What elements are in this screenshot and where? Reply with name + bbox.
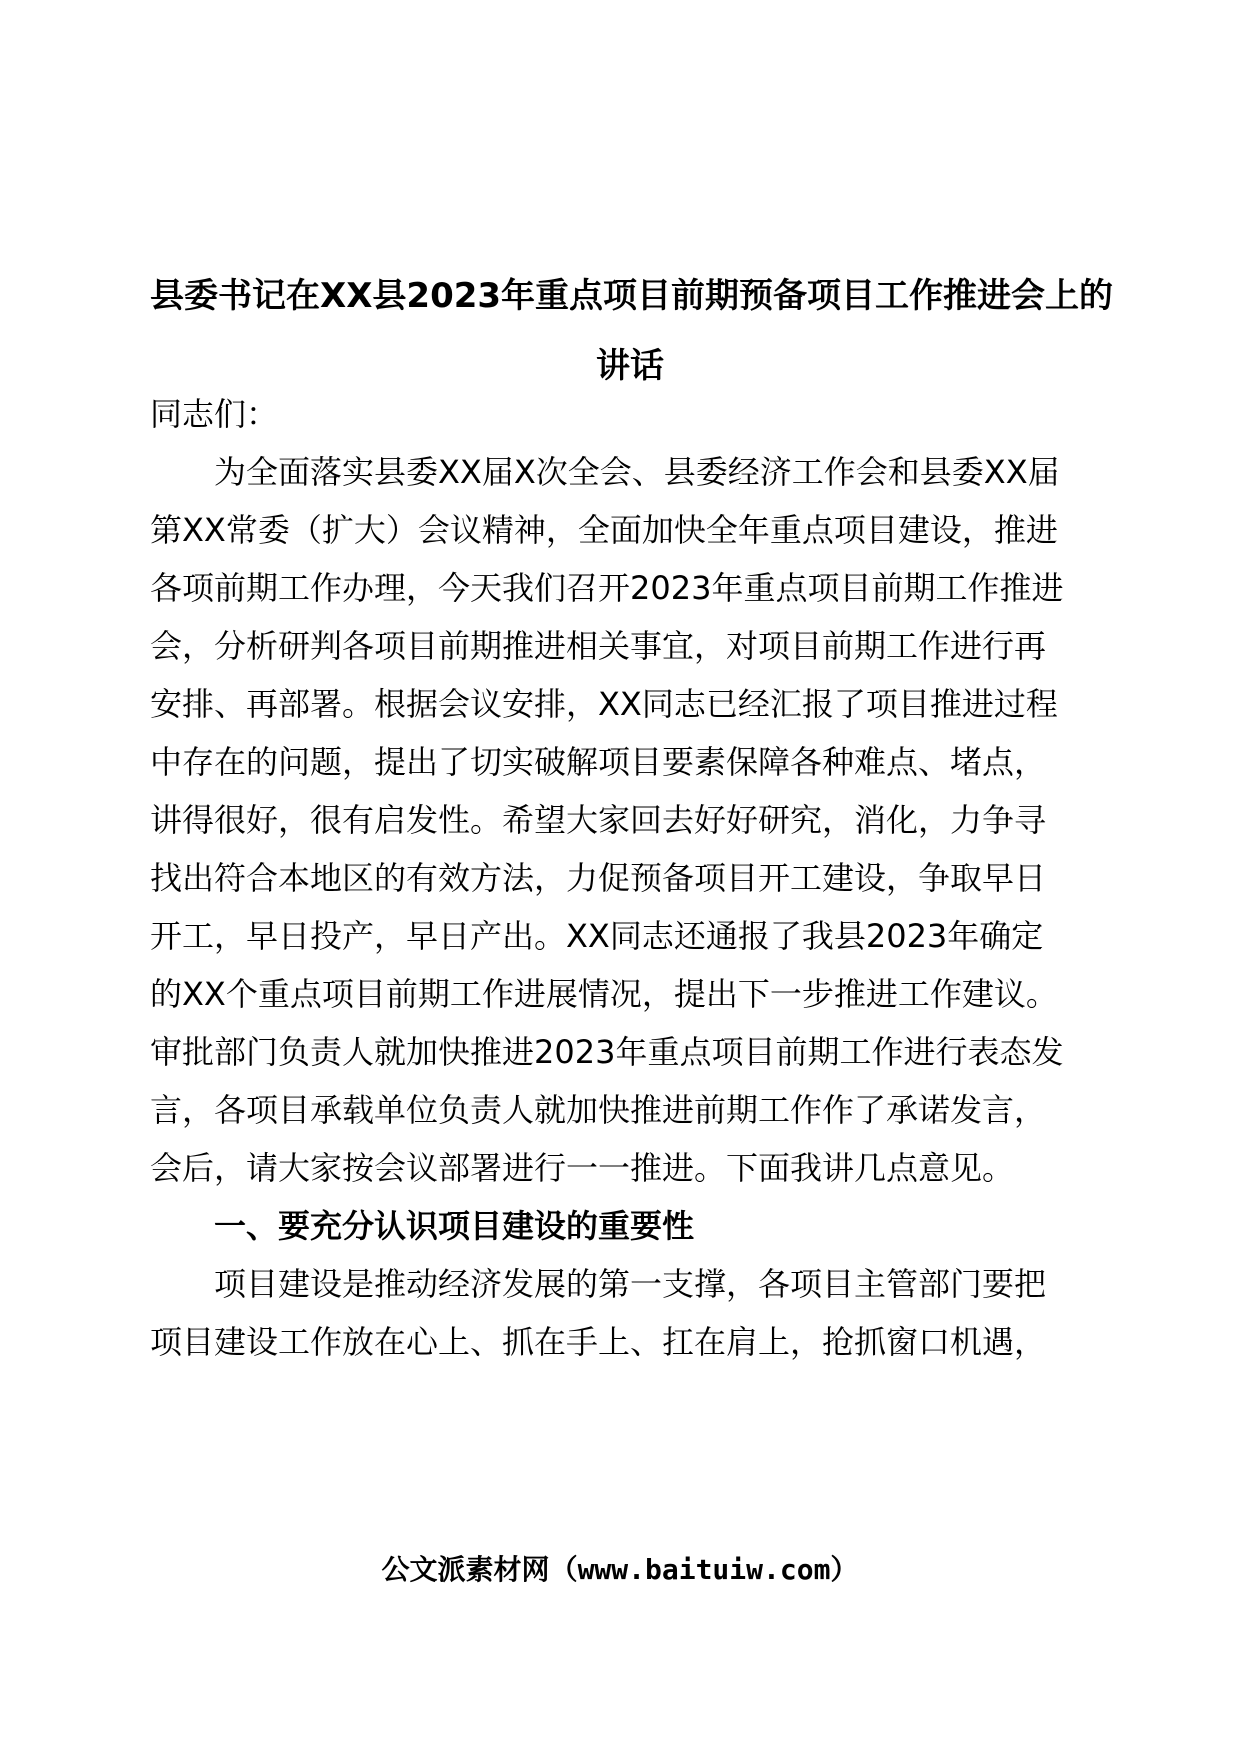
paragraph-1-line: 会后，请大家按会议部署进行一一推进。下面我讲几点意见。	[150, 1149, 1015, 1187]
paragraph-1-line: 第XX常委（扩大）会议精神，全面加快全年重点项目建设，推进	[150, 511, 1058, 549]
paragraph-1-line: 开工，早日投产，早日产出。XX同志还通报了我县2023年确定	[150, 917, 1044, 955]
paragraph-1-line: 会，分析研判各项目前期推进相关事宜，对项目前期工作进行再	[150, 627, 1047, 665]
paragraph-1-line: 找出符合本地区的有效方法，力促预备项目开工建设，争取早日	[150, 859, 1047, 897]
paragraph-2-line: 项目建设工作放在心上、抓在手上、扛在肩上，抢抓窗口机遇，	[150, 1323, 1047, 1361]
footer-site-name: 公文派素材网	[381, 1553, 550, 1586]
paragraph-1-line: 中存在的问题，提出了切实破解项目要素保障各种难点、堵点，	[150, 743, 1047, 781]
paragraph-1-line: 各项前期工作办理，今天我们召开2023年重点项目前期工作推进	[150, 569, 1064, 607]
paragraph-1-line: 审批部门负责人就加快推进2023年重点项目前期工作进行表态发	[150, 1033, 1064, 1071]
document-title-line-1: 县委书记在XX县2023年重点项目前期预备项目工作推进会上的	[150, 276, 1114, 316]
section-1-heading: 一、要充分认识项目建设的重要性	[214, 1207, 695, 1245]
paragraph-1-line: 的XX个重点项目前期工作进展情况，提出下一步推进工作建议。	[150, 975, 1058, 1013]
document-title-line-2: 讲话	[596, 346, 664, 386]
paragraph-2-line: 项目建设是推动经济发展的第一支撑，各项目主管部门要把	[214, 1265, 1047, 1303]
paragraph-1-line: 安排、再部署。根据会议安排，XX同志已经汇报了项目推进过程	[150, 685, 1058, 723]
paragraph-1-line: 言，各项目承载单位负责人就加快推进前期工作作了承诺发言，	[150, 1091, 1047, 1129]
paragraph-1-line: 为全面落实县委XX届X次全会、县委经济工作会和县委XX届	[214, 453, 1060, 491]
salutation: 同志们：	[150, 395, 279, 433]
footer-url: （www.baituiw.com）	[549, 1553, 859, 1586]
paragraph-1-line: 讲得很好，很有启发性。希望大家回去好好研究，消化，力争寻	[150, 801, 1047, 839]
footer-watermark	[0, 1548, 1240, 1592]
